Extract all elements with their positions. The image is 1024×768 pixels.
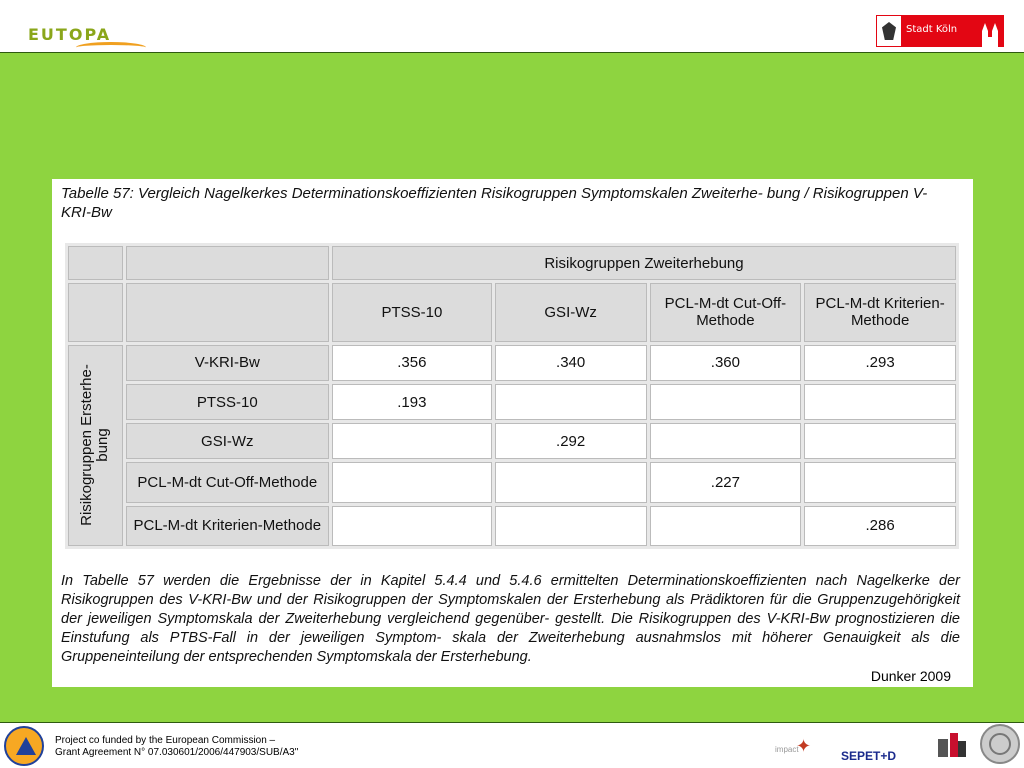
table-cell: .356 <box>332 345 492 381</box>
header-bar <box>0 0 1024 52</box>
results-table <box>65 243 959 549</box>
row-header: PTSS-10 <box>126 384 329 420</box>
corner-cell <box>126 246 329 280</box>
table-cell: .340 <box>495 345 647 381</box>
table-cell: .293 <box>804 345 956 381</box>
impact-logo-text: impact <box>775 745 799 754</box>
table-cell <box>804 384 956 420</box>
table-cell <box>495 384 647 420</box>
attribution: Dunker 2009 <box>870 668 951 684</box>
table-cell <box>650 423 802 459</box>
table-cell <box>804 423 956 459</box>
funding-note <box>55 735 298 759</box>
corner-cell <box>68 246 123 280</box>
column-header: PCL-M-dt Cut-Off- Methode <box>650 283 802 341</box>
partner-logo-icon <box>938 733 966 757</box>
university-seal-icon <box>980 724 1020 764</box>
sepet-label: SEPET+D <box>841 749 897 763</box>
column-header: GSI-Wz <box>495 283 647 341</box>
impact-star-icon: ✦ <box>796 736 812 757</box>
table-cell <box>650 384 802 420</box>
crest-icon <box>876 15 902 47</box>
row-header: V-KRI-Bw <box>126 345 329 381</box>
table-cell <box>332 462 492 502</box>
eutopa-logo-text: EUTOPA <box>28 25 112 44</box>
cathedral-icon <box>980 21 1000 47</box>
table-cell <box>650 506 802 546</box>
table-cell: .286 <box>804 506 956 546</box>
table-cell <box>495 462 647 502</box>
corner-cell <box>126 283 329 341</box>
column-header: PTSS-10 <box>332 283 492 341</box>
explanation-paragraph: In Tabelle 57 werden die Ergebnisse der in Kapitel 5.4.4 und 5.4.6 ermittelten Determinationskoeffizienten nach Nagelkerke der Risikogruppen des V-KRI-Bw und der Risikogruppen der Symptomskalen der Ersterhebung als Prädiktoren für die Gruppenzugehörigkeit der jeweiligen Symptomskala der Zweiterhebung vergleichend gegenüber- gestellt. Die Risikogruppen des V-KRI-Bw prognostizieren die Einstufung als PTBS-Fall in der jeweiligen Symptom- skala der Zweiterhebung ausnahmslos mit höherer Genauigkeit als die Gruppeneinteilung der entsprechenden Symptomskala der Ersterhebung. <box>61 573 960 665</box>
row-header: PCL-M-dt Cut-Off-Methode <box>126 462 329 502</box>
table-cell: .227 <box>650 462 802 502</box>
table-cell: .193 <box>332 384 492 420</box>
scanned-table-image <box>52 179 973 687</box>
stadt-koeln-logo-text: Stadt Köln <box>906 24 958 35</box>
row-group-label-cell <box>68 345 123 546</box>
stadt-koeln-logo <box>876 15 1004 47</box>
row-group-label: Risikogruppen Ersterhe- bung <box>78 364 112 527</box>
row-header: GSI-Wz <box>126 423 329 459</box>
corner-cell <box>68 283 123 341</box>
table-cell <box>804 462 956 502</box>
table-cell <box>332 506 492 546</box>
table-cell: .360 <box>650 345 802 381</box>
table-cell <box>332 423 492 459</box>
civil-protection-icon <box>4 726 44 766</box>
table-cell: .292 <box>495 423 647 459</box>
table-caption: Tabelle 57: Vergleich Nagelkerkes Determinationskoeffizienten Risikogruppen Symptomskalen Zweiterhe- bung / Risikogruppen V-KRI-Bw <box>61 185 928 221</box>
group-header: Risikogruppen Zweiterhebung <box>332 246 956 280</box>
column-header: PCL-M-dt Kriterien- Methode <box>804 283 956 341</box>
table-cell <box>495 506 647 546</box>
row-header: PCL-M-dt Kriterien-Methode <box>126 506 329 546</box>
funding-line-1: Project co funded by the European Commission – <box>55 735 276 746</box>
funding-line-2: Grant Agreement N° 07.030601/2006/447903/SUB/A3" <box>55 747 299 758</box>
